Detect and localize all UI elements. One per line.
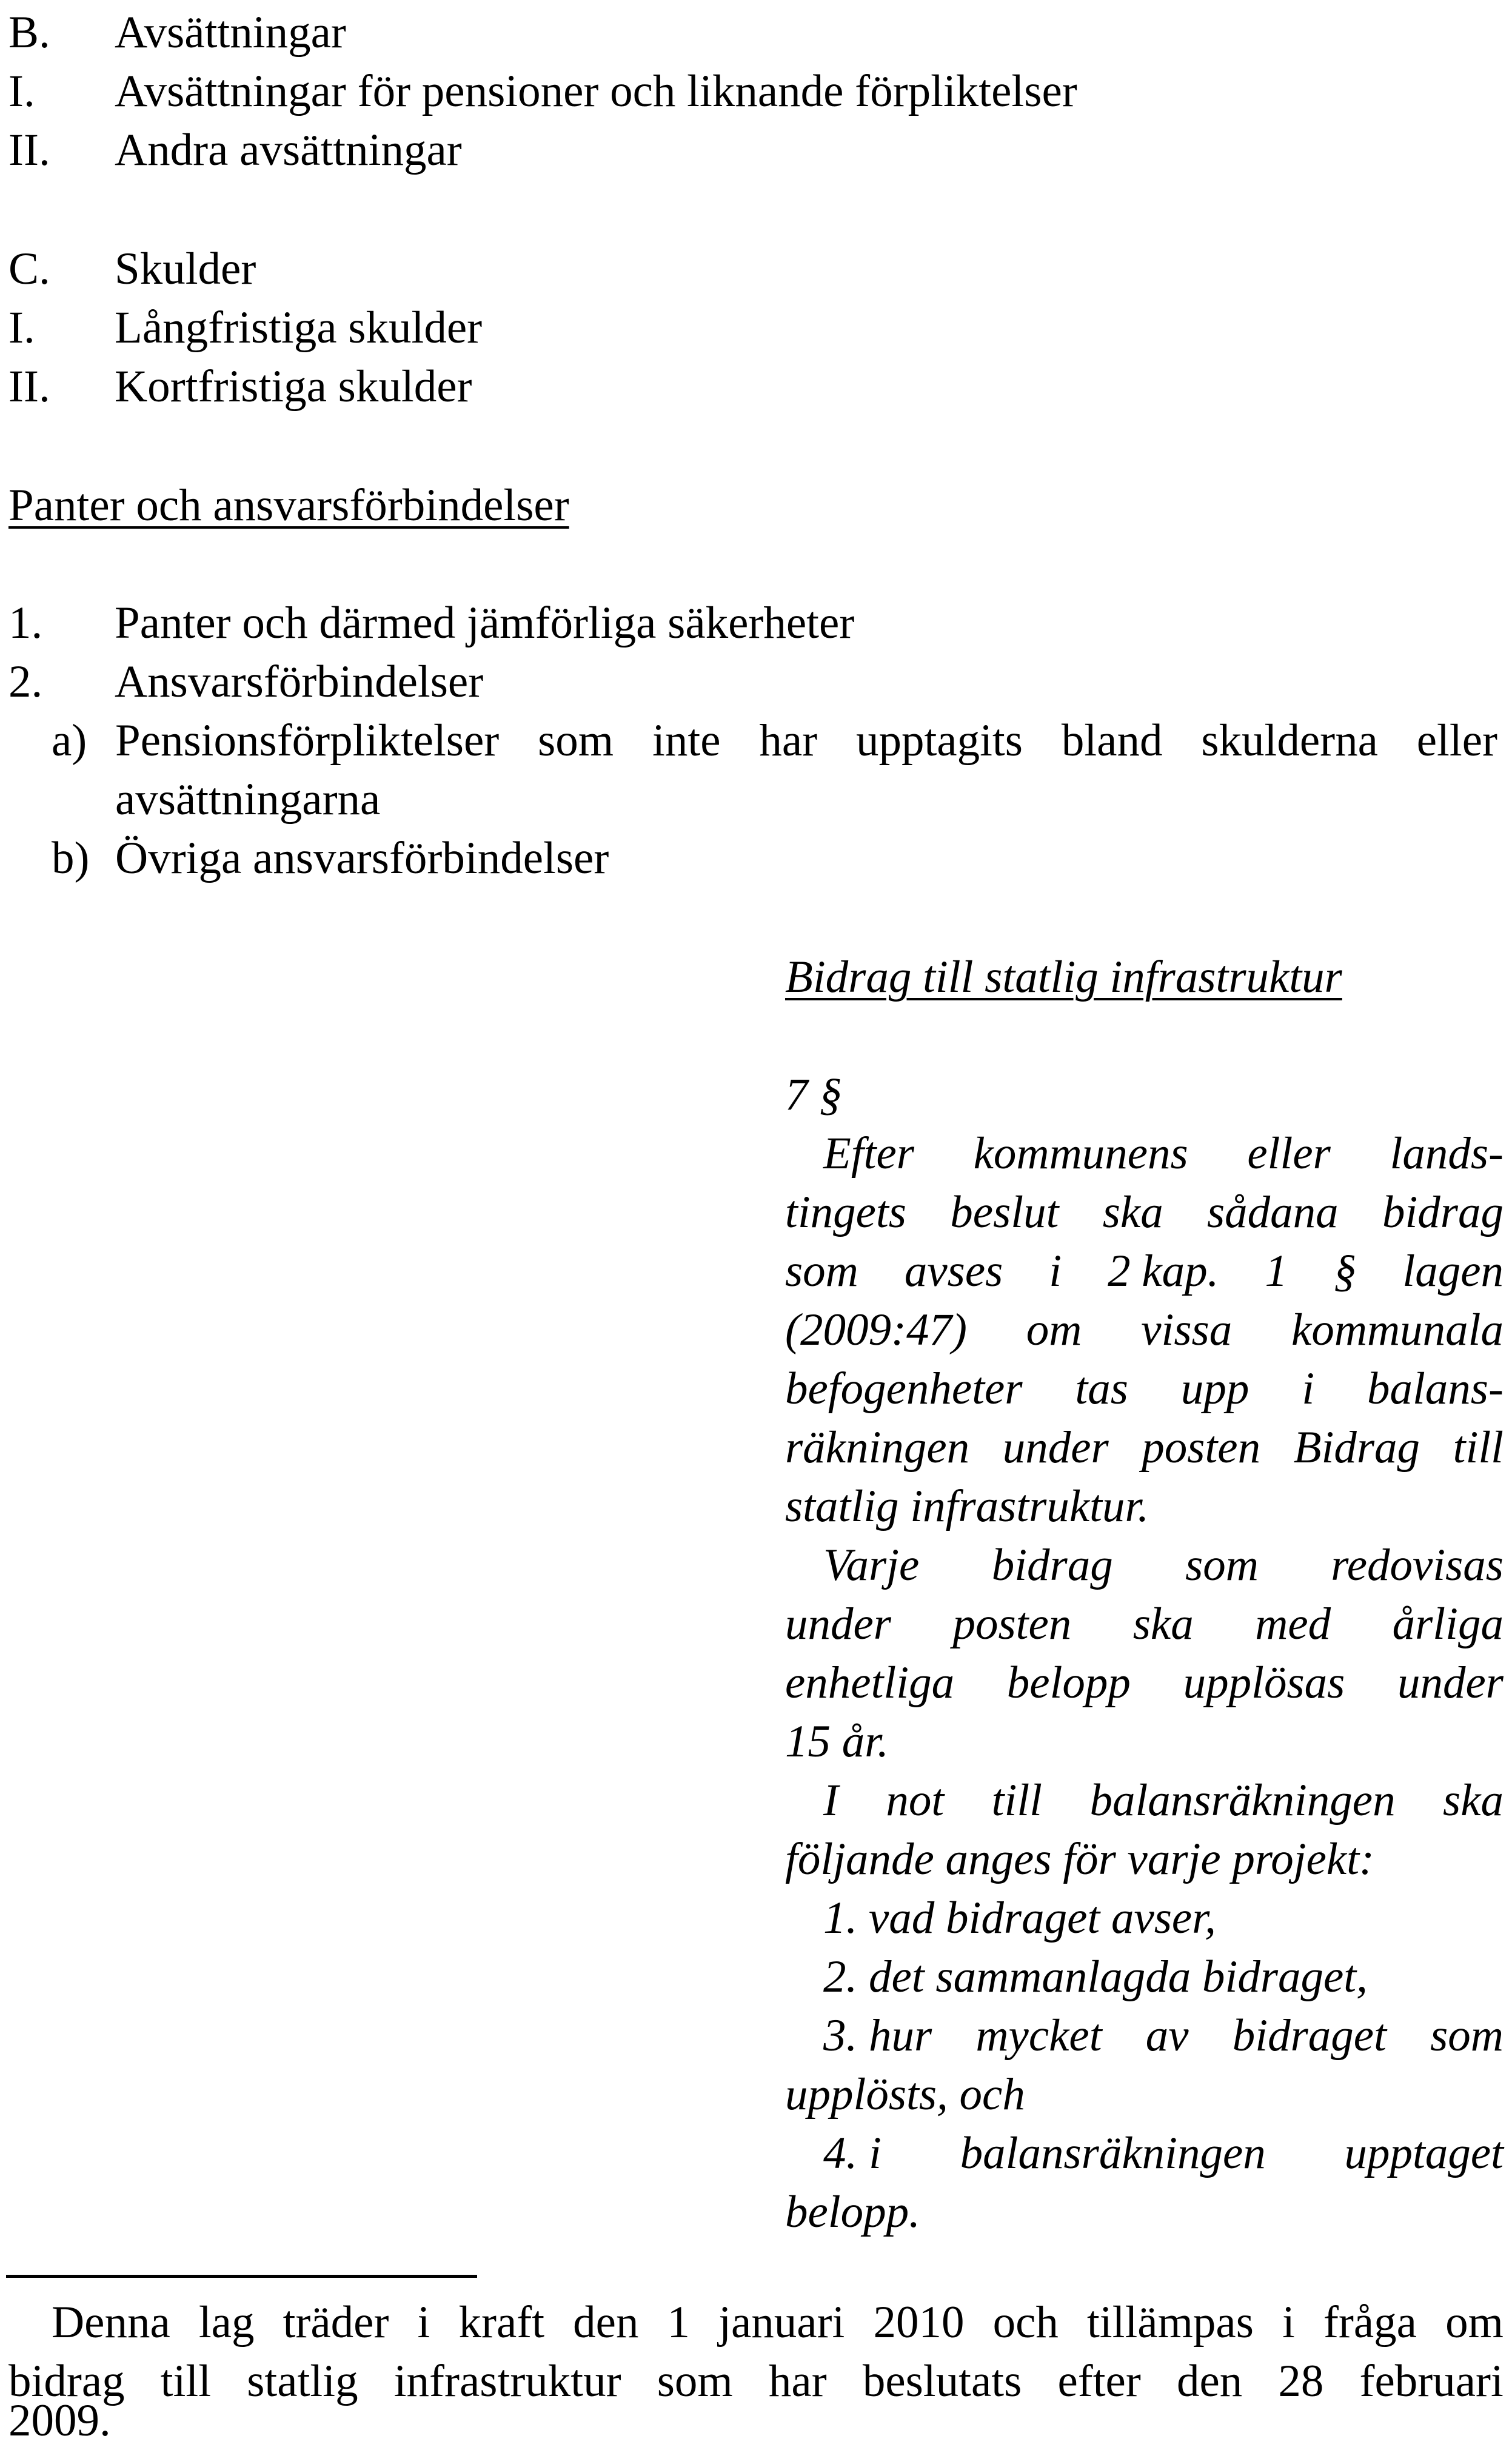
transitional-line-2 [8, 2352, 1504, 2411]
p1-line-3 [785, 1242, 1504, 1300]
p2-line-4: 15 år. [785, 1716, 889, 1767]
word: som [657, 2356, 733, 2406]
p1-line-6 [785, 1419, 1504, 1477]
word: under [785, 1599, 891, 1649]
word: skulderna [1201, 715, 1378, 766]
word: och [992, 2297, 1059, 2348]
word: i [1302, 1364, 1315, 1414]
p3-line-2: följande anges för varje projekt: [785, 1834, 1375, 1884]
item-label: I. [8, 303, 35, 353]
word: balans- [1366, 1364, 1504, 1414]
word: under [1397, 1658, 1504, 1708]
word: I [823, 1775, 838, 1826]
note-item-3 [823, 2007, 1504, 2065]
word: har [768, 2356, 827, 2406]
note-item-4-line-2: belopp. [785, 2187, 920, 2237]
item-label: 2. [8, 657, 43, 707]
word: kraft [458, 2297, 545, 2348]
word: som [1430, 2010, 1504, 2061]
word: i [417, 2297, 430, 2348]
word: av [1145, 2010, 1189, 2061]
word: avses [904, 1246, 1003, 1296]
item-text: Långfristiga skulder [115, 303, 483, 353]
separator-rule [6, 2275, 477, 2278]
word: § [1333, 1246, 1357, 1296]
word: Pensionsförpliktelser [115, 715, 500, 766]
item-label: C. [8, 244, 50, 294]
word: bidraget [1232, 2010, 1387, 2061]
word: efter [1057, 2356, 1141, 2406]
word: upptaget [1344, 2128, 1504, 2178]
word: beslutats [862, 2356, 1022, 2406]
word: 2 kap. [1108, 1246, 1219, 1296]
word: Denna [52, 2297, 170, 2348]
word: januari [718, 2297, 845, 2348]
paragraph-mark: 7 § [785, 1069, 842, 1120]
word: upplösas [1183, 1658, 1345, 1708]
word: eller [1416, 715, 1497, 766]
word: 1 [1265, 1246, 1288, 1296]
word: 1 [667, 2297, 691, 2348]
item-text: Andra avsättningar [115, 125, 462, 175]
p3-line-1 [823, 1772, 1504, 1830]
item-label: B. [8, 7, 50, 58]
word: Efter [823, 1128, 914, 1179]
p2-line-3 [785, 1654, 1504, 1712]
word: 2010 [873, 2297, 965, 2348]
word: om [1445, 2297, 1504, 2348]
word: med [1255, 1599, 1331, 1649]
word: bidrag [1382, 1187, 1504, 1237]
word: bidrag [991, 1540, 1113, 1590]
word: har [759, 715, 818, 766]
word: tas [1075, 1364, 1128, 1414]
word: not [886, 1775, 945, 1826]
note-item-1: 1. vad bidraget avser, [823, 1893, 1216, 1943]
word: enhetliga [785, 1658, 955, 1708]
word: som [785, 1246, 858, 1296]
p1-line-4 [785, 1301, 1504, 1359]
note-item-2: 2. det sammanlagda bidraget, [823, 1952, 1368, 2002]
word: infrastruktur [393, 2356, 621, 2406]
word: räkningen [785, 1422, 970, 1473]
sub-item-b-label: b) [52, 833, 90, 883]
word: redovisas [1331, 1540, 1504, 1590]
word: till [1453, 1422, 1504, 1473]
word: under [1002, 1422, 1109, 1473]
word: i [1282, 2297, 1295, 2348]
word: februari [1359, 2356, 1504, 2406]
word: mycket [975, 2010, 1102, 2061]
word: tingets [785, 1187, 906, 1237]
item-label: II. [8, 125, 50, 175]
p1-line-2 [785, 1183, 1504, 1242]
word: lag [198, 2297, 255, 2348]
transitional-line-1 [52, 2294, 1504, 2352]
word: tillämpas [1086, 2297, 1254, 2348]
word: till [991, 1775, 1043, 1826]
word: ska [1132, 1599, 1194, 1649]
item-text: Ansvarsförbindelser [115, 657, 484, 707]
item-text: Avsättningar [115, 7, 346, 58]
word: 3. hur [823, 2010, 932, 2061]
note-item-3-line-2: upplösts, och [785, 2069, 1025, 2120]
word: kommunens [973, 1128, 1188, 1179]
sub-item-a-line-2: avsättningarna [115, 774, 381, 825]
word: den [1176, 2356, 1243, 2406]
word: beslut [950, 1187, 1059, 1237]
word: belopp [1006, 1658, 1131, 1708]
word: som [1185, 1540, 1259, 1590]
word: 4. i [823, 2128, 881, 2178]
sub-item-a-line [115, 712, 1497, 770]
word: Varje [823, 1540, 920, 1590]
section-7-heading: Bidrag till statlig infrastruktur [785, 952, 1342, 1002]
word: bland [1061, 715, 1163, 766]
word: i [1049, 1246, 1062, 1296]
item-label: 1. [8, 598, 43, 648]
item-text: Avsättningar för pensioner och liknande förpliktelser [115, 66, 1077, 116]
p1-line-7: statlig infrastruktur. [785, 1481, 1149, 1531]
word: lands- [1390, 1128, 1504, 1179]
word: posten [1142, 1422, 1261, 1473]
word: inte [652, 715, 721, 766]
word: lagen [1402, 1246, 1504, 1296]
pledges-heading: Panter och ansvarsförbindelser [8, 480, 569, 530]
word: upp [1180, 1364, 1249, 1414]
transitional-line-3: 2009. [8, 2395, 111, 2446]
note-item-4 [823, 2124, 1504, 2183]
word: fråga [1323, 2297, 1417, 2348]
word: den [573, 2297, 639, 2348]
word: balansräkningen [960, 2128, 1266, 2178]
word: befogenheter [785, 1364, 1023, 1414]
sub-item-a-label: a) [52, 715, 87, 766]
word: statlig [247, 2356, 358, 2406]
word: Bidrag [1293, 1422, 1420, 1473]
word: vissa [1141, 1305, 1233, 1355]
p1-line-1 [823, 1125, 1504, 1183]
word: som [538, 715, 614, 766]
word: bidrag [8, 2356, 125, 2406]
word: 28 [1278, 2356, 1324, 2406]
word: ska [1102, 1187, 1163, 1237]
word: eller [1247, 1128, 1331, 1179]
word: (2009:47) [785, 1305, 967, 1355]
word: om [1026, 1305, 1082, 1355]
word: till [160, 2356, 212, 2406]
word: posten [952, 1599, 1072, 1649]
word: ska [1443, 1775, 1504, 1826]
word: balansräkningen [1089, 1775, 1396, 1826]
item-text: Kortfristiga skulder [115, 361, 472, 412]
item-label: I. [8, 66, 35, 116]
word: kommunala [1291, 1305, 1504, 1355]
word: upptagits [855, 715, 1023, 766]
item-text: Skulder [115, 244, 256, 294]
word: träder [283, 2297, 389, 2348]
p2-line-1 [823, 1536, 1504, 1595]
sub-item-b-text: Övriga ansvarsförbindelser [115, 833, 609, 883]
item-text: Panter och därmed jämförliga säkerheter [115, 598, 855, 648]
item-label: II. [8, 361, 50, 412]
p1-line-5 [785, 1360, 1504, 1418]
word: årliga [1392, 1599, 1504, 1649]
p2-line-2 [785, 1595, 1504, 1653]
word: sådana [1206, 1187, 1339, 1237]
